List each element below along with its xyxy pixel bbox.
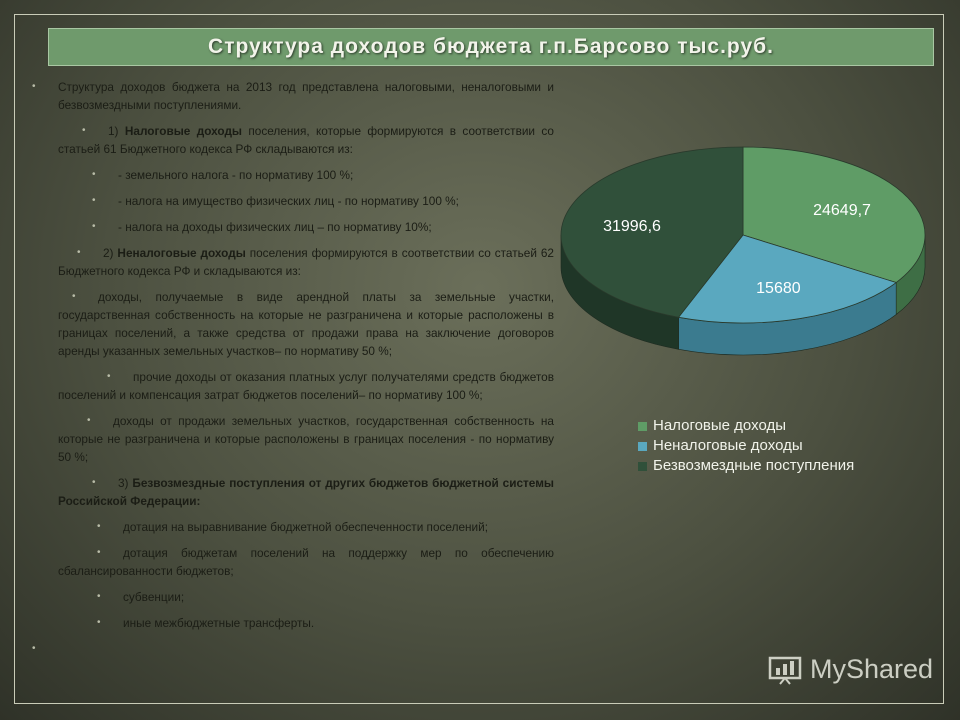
legend-entry: Неналоговые доходы [638, 436, 854, 456]
list-item: • - земельного налога - по нормативу 100 %; [32, 166, 554, 184]
slide-title: Структура доходов бюджета г.п.Барсово тыс.руб. [208, 35, 774, 58]
list-item-empty [32, 640, 554, 658]
list-item: • дотация бюджетам поселений на поддержку мер по обеспечению сбалансированности бюджетов; [32, 544, 554, 580]
pie-chart [556, 140, 936, 380]
list-item: • 3) Безвозмездные поступления от других бюджетов бюджетной системы Российской Федерации: [32, 474, 554, 510]
list-item: • субвенции; [32, 588, 554, 606]
pie-data-label: 31996,6 [603, 218, 661, 236]
list-item: • иные межбюджетные трансферты. [32, 614, 554, 632]
bullet-list [32, 78, 554, 658]
myshared-logo: MyShared [768, 654, 933, 685]
pie-data-label: 24649,7 [813, 201, 871, 219]
list-item: • 2) Неналоговые доходы поселения формируются в соответствии со статьей 62 Бюджетного кодекса РФ и складываются из: [32, 244, 554, 280]
list-item: • доходы от продажи земельных участков, государственная собственность на которые не разграничена и которые расположены в границах поселения - по нормативу 50 %; [32, 412, 554, 466]
chart-legend [638, 416, 854, 476]
list-item: • Структура доходов бюджета на 2013 год представлена налоговыми, неналоговыми и безвозмездными поступлениями. [32, 78, 554, 114]
presentation-icon [768, 655, 804, 685]
list-item: • доходы, получаемые в виде арендной платы за земельные участки, государственная собственность на которые не разграничена и которые расположены в границах поселений, а также средства от продажи права на заключение договоров аренды указанных земельных участков– по нормативу 50 %; [32, 288, 554, 360]
legend-entry: Налоговые доходы [638, 416, 854, 436]
legend-swatch [638, 442, 647, 451]
list-item: • дотация на выравнивание бюджетной обеспеченности поселений; [32, 518, 554, 536]
legend-swatch [638, 422, 647, 431]
list-item: • 1) Налоговые доходы поселения, которые формируются в соответствии со статьей 61 Бюджетного кодекса РФ складываются из: [32, 122, 554, 158]
list-item: • - налога на имущество физических лиц - по нормативу 100 %; [32, 192, 554, 210]
legend-entry: Безвозмездные поступления [638, 456, 854, 476]
legend-swatch [638, 462, 647, 471]
list-item: • - налога на доходы физических лиц – по нормативу 10%; [32, 218, 554, 236]
pie-data-label: 15680 [756, 279, 801, 297]
list-item: • прочие доходы от оказания платных услуг получателями средств бюджетов поселений и компенсация затрат бюджетов поселений– по нормативу 100 %; [32, 368, 554, 404]
title-bar [48, 28, 934, 66]
